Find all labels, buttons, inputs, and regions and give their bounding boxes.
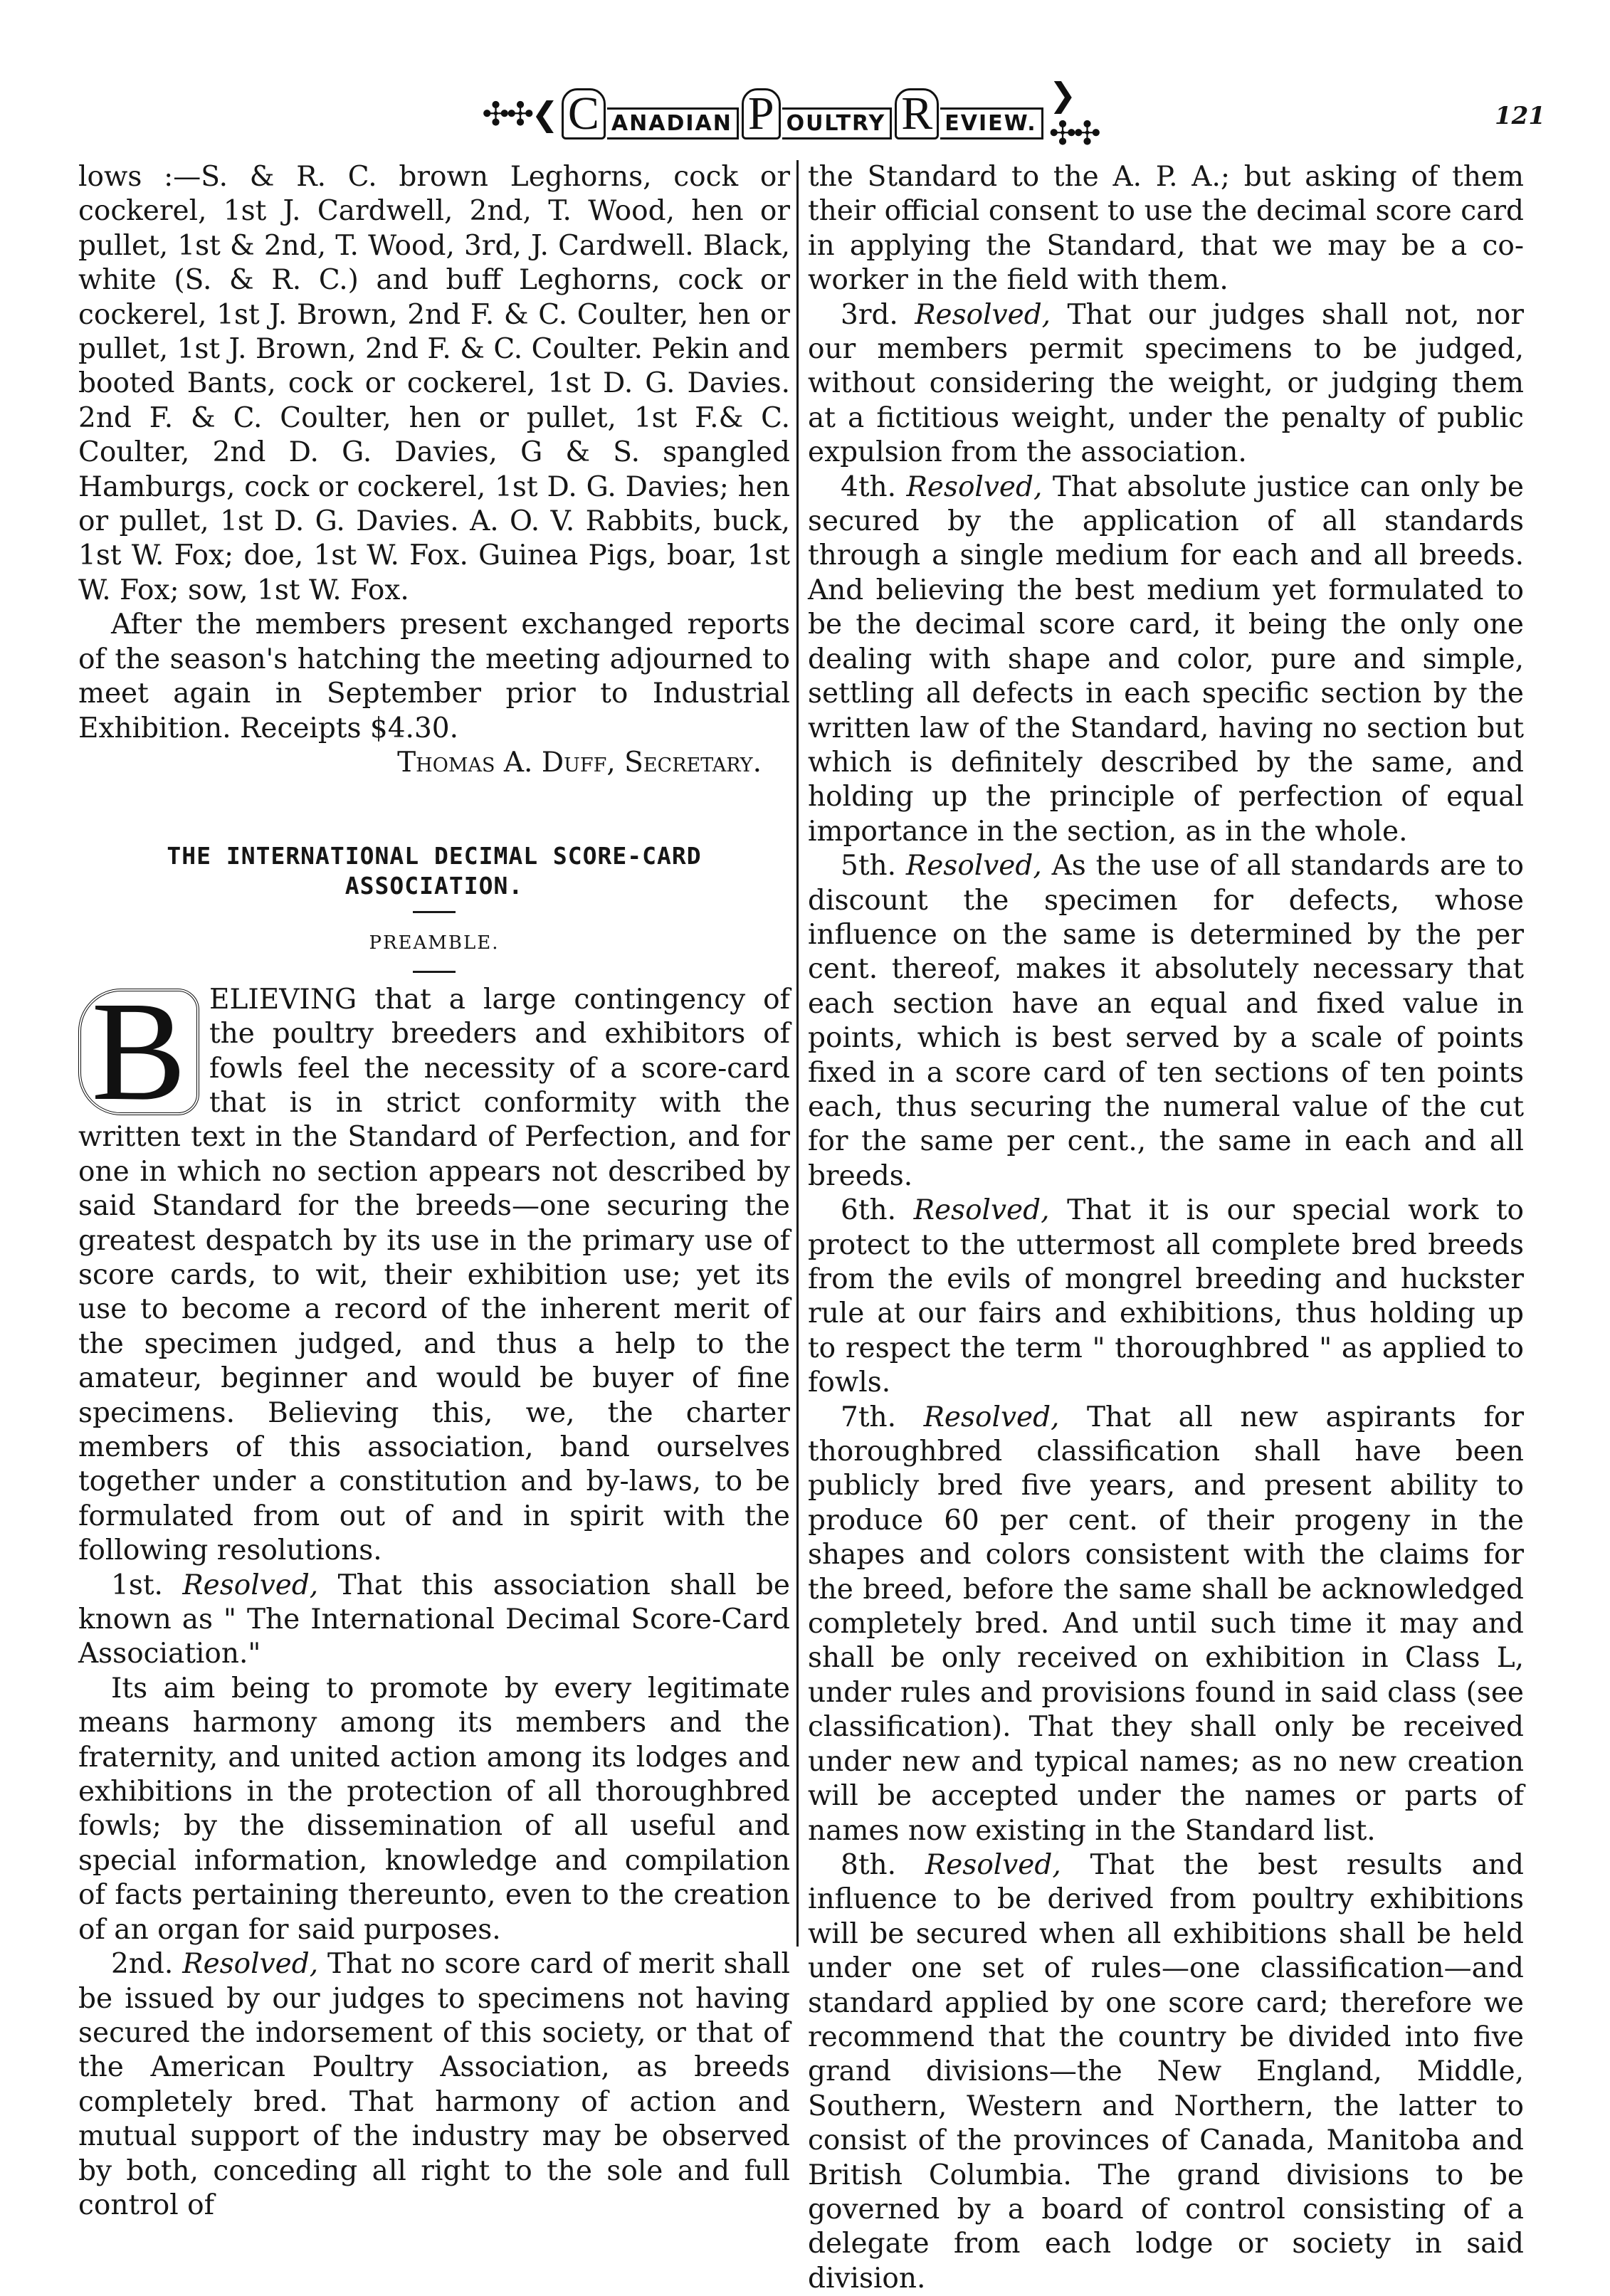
resolved-label: Resolved, (925, 1848, 1061, 1881)
article-heading: THE INTERNATIONAL DECIMAL SCORE-CARD ASSOCIATION. (167, 842, 702, 900)
paragraph: Its aim being to promote by every legitimate means harmony among its members and the fraternity, and united action among its lodges and exhibitions in the protection of all thoroughbred fowls; by the dissemination of all useful and special information, knowledge and compilation of facts pertaining thereunto, even to the creation of an organ for said purposes. (78, 1672, 790, 1946)
drop-cap: B (78, 989, 199, 1115)
resolution-number: 1st. (111, 1569, 163, 1601)
resolved-label: Resolved, (182, 1948, 319, 1981)
resolution (808, 1194, 1524, 1400)
resolution-number: 6th. (841, 1194, 896, 1227)
title-initial: P (742, 88, 781, 139)
resolution-text: As the use of all standards are to discount the specimen for defects, whose influence on the same is determined by the per cent. thereof, makes it absolutely necessary that each section have an equal and fixed value in points, which is best served by a scale of points fixed in a score card of ten sections of ten points each, thus securing the numeral value of the cut for the same per cent., the same in each and all breeds. (808, 850, 1524, 1192)
resolution-number: 8th. (841, 1848, 896, 1881)
paragraph: the Standard to the A. P. A.; but asking of them their official consent to use the decimal score card in applying the Standard, that we may be a co-worker in the field with them. (808, 161, 1524, 297)
right-column (808, 160, 1524, 2296)
resolution-text: That it is our special work to protect to the uttermost all complete bred breeds from the evils of mongrel breeding and huckster rule at our fairs and exhibitions, thus holding up to respect the term " thoroughbred " as applied to fowls. (808, 1194, 1525, 1399)
masthead (0, 75, 1610, 153)
column-rule (796, 160, 799, 1947)
preamble-body (78, 972, 790, 1569)
resolution-number: 7th. (841, 1401, 896, 1433)
resolution-text: That our judges shall not, nor our members permit specimens to be judged, without considering the weight, or judging them at a fictitious weight, under the penalty of public expulsion from the association. (808, 298, 1524, 469)
journal-title (562, 88, 1043, 139)
resolution (78, 1947, 790, 2223)
resolved-label: Resolved, (905, 850, 1042, 883)
paragraph: After the members present exchanged reports of the season's hatching the meeting adjourned to meet again in September prior to Industrial Exhibition. Receipts $4.30. (78, 609, 790, 744)
resolution-number: 5th. (841, 850, 896, 883)
title-rest: EVIEW. (940, 107, 1043, 139)
page-number: 121 (1495, 102, 1545, 130)
resolution (808, 1848, 1524, 2296)
resolution (808, 1401, 1524, 1848)
title-initial: C (562, 88, 606, 139)
resolution-text: That absolute justice can only be secured by the application of all standards through a single medium for each and all breeds. And believing the best medium yet formulated to be the decimal score card, it being the only one dealing with shape and color, pure and simple, settling all defects in each specific section by the written law of the Standard, having no section but which is definitely described by the same, and holding up the principle of perfection of equal importance in the section, as in the whole. (808, 470, 1524, 848)
resolved-label: Resolved, (182, 1569, 319, 1601)
divider (413, 971, 456, 973)
right-ornament: ❯✣✣ (1048, 75, 1098, 152)
resolution-text: That the best results and influence to be derived from poultry exhibitions will be secured when all exhibitions shall be held under one set of rules—one classification—and standard applied by one score card; therefore we recommend that the country be divided into five grand divisions—the New England, Middle, Southern, Western and Northern, the latter to consist of the provinces of Canada, Manitoba and British Columbia. The grand divisions to be governed by a board of control consisting of a delegate from each lodge or society in said division. (808, 1848, 1525, 2295)
title-rest: OULTRY (782, 107, 893, 139)
title-word-canadian (562, 88, 739, 139)
signature: Thomas A. Duff, Secretary. (397, 746, 762, 779)
title-word-review (895, 88, 1043, 139)
paragraph: ELIEVING that a large contingency of the poultry breeders and exhibitors of fowls feel the necessity of a score-card that is in strict conformity with the written text in the Standard of Perfection, and for one in which no section appears not described by said Standard for the breeds—one securing the greatest despatch by its use in the primary use of score cards, to wit, their exhibition use; yet its use to become a record of the inherent merit of the specimen judged, and thus a help to the amateur, beginner and would be buyer of fine specimens. Believing this, we, the charter members of this association, band ourselves together under a constitution and by-laws, to be formulated from out of and in spirit with the following resolutions. (78, 983, 790, 1567)
resolution-text: That no score card of merit shall be issued by our judges to specimens not having secured the indorsement of this society, or that of the American Poultry Association, as breeds completely bred. That harmony of action and mutual support of the industry may be observed by both, conceding all right to the sole and full control of (78, 1948, 791, 2221)
left-column (78, 160, 790, 2223)
divider (413, 911, 456, 913)
article-subheading: PREAMBLE. (369, 932, 500, 954)
resolution (78, 1569, 790, 1672)
resolved-label: Resolved, (913, 1194, 1050, 1227)
resolution (808, 298, 1524, 470)
resolution (808, 470, 1524, 849)
resolution-number: 4th. (841, 470, 896, 503)
resolved-label: Resolved, (906, 470, 1043, 503)
title-word-poultry (742, 88, 892, 139)
paragraph: lows :—S. & R. C. brown Leghorns, cock or cockerel, 1st J. Cardwell, 2nd, T. Wood, hen or pullet, 1st & 2nd, T. Wood, 3rd, J. Cardwell. Black, white (S. & R. C.) and buff Leghorns, cock or cockerel, 1st J. Brown, 2nd F. & C. Coulter, hen or pullet, 1st J. Brown, 2nd F. & C. Coulter. Pekin and booted Bants, cock or cockerel, 1st D. G. Davies. 2nd F. & C. Coulter, hen or pullet, 1st F.& C. Coulter, 2nd D. G. Davies, G & S. spangled Hamburgs, cock or cockerel, 1st D. G. Davies; hen or pullet, 1st D. G. Davies. A. O. V. Rabbits, buck, 1st W. Fox; doe, 1st W. Fox. Guinea Pigs, boar, 1st W. Fox; sow, 1st W. Fox. (78, 161, 790, 606)
resolved-label: Resolved, (923, 1401, 1060, 1433)
resolved-label: Resolved, (915, 298, 1051, 331)
left-ornament: ✣✣❮ (482, 95, 556, 133)
resolution-number: 2nd. (111, 1948, 174, 1981)
resolution (808, 849, 1524, 1194)
resolution-text: That this association shall be known as " The International Decimal Score-Card Association." (78, 1569, 790, 1670)
title-initial: R (895, 88, 939, 139)
resolution-text: That all new aspirants for thoroughbred classification shall have been publicly bred five years, and present ability to produce 60 per cent. of their progeny in the shapes and colors consistent with the claims for the breed, before the same shall be acknowledged completely bred. And until such time it may and shall be only received on exhibition in Class L, under rules and provisions found in said class (see classification). That they shall only be received under new and typical names; as no new creation will be accepted under the names or parts of names now existing in the Standard list. (808, 1401, 1525, 1847)
title-rest: ANADIAN (607, 107, 739, 139)
masthead-banner (482, 75, 1098, 152)
resolution-number: 3rd. (841, 298, 898, 331)
